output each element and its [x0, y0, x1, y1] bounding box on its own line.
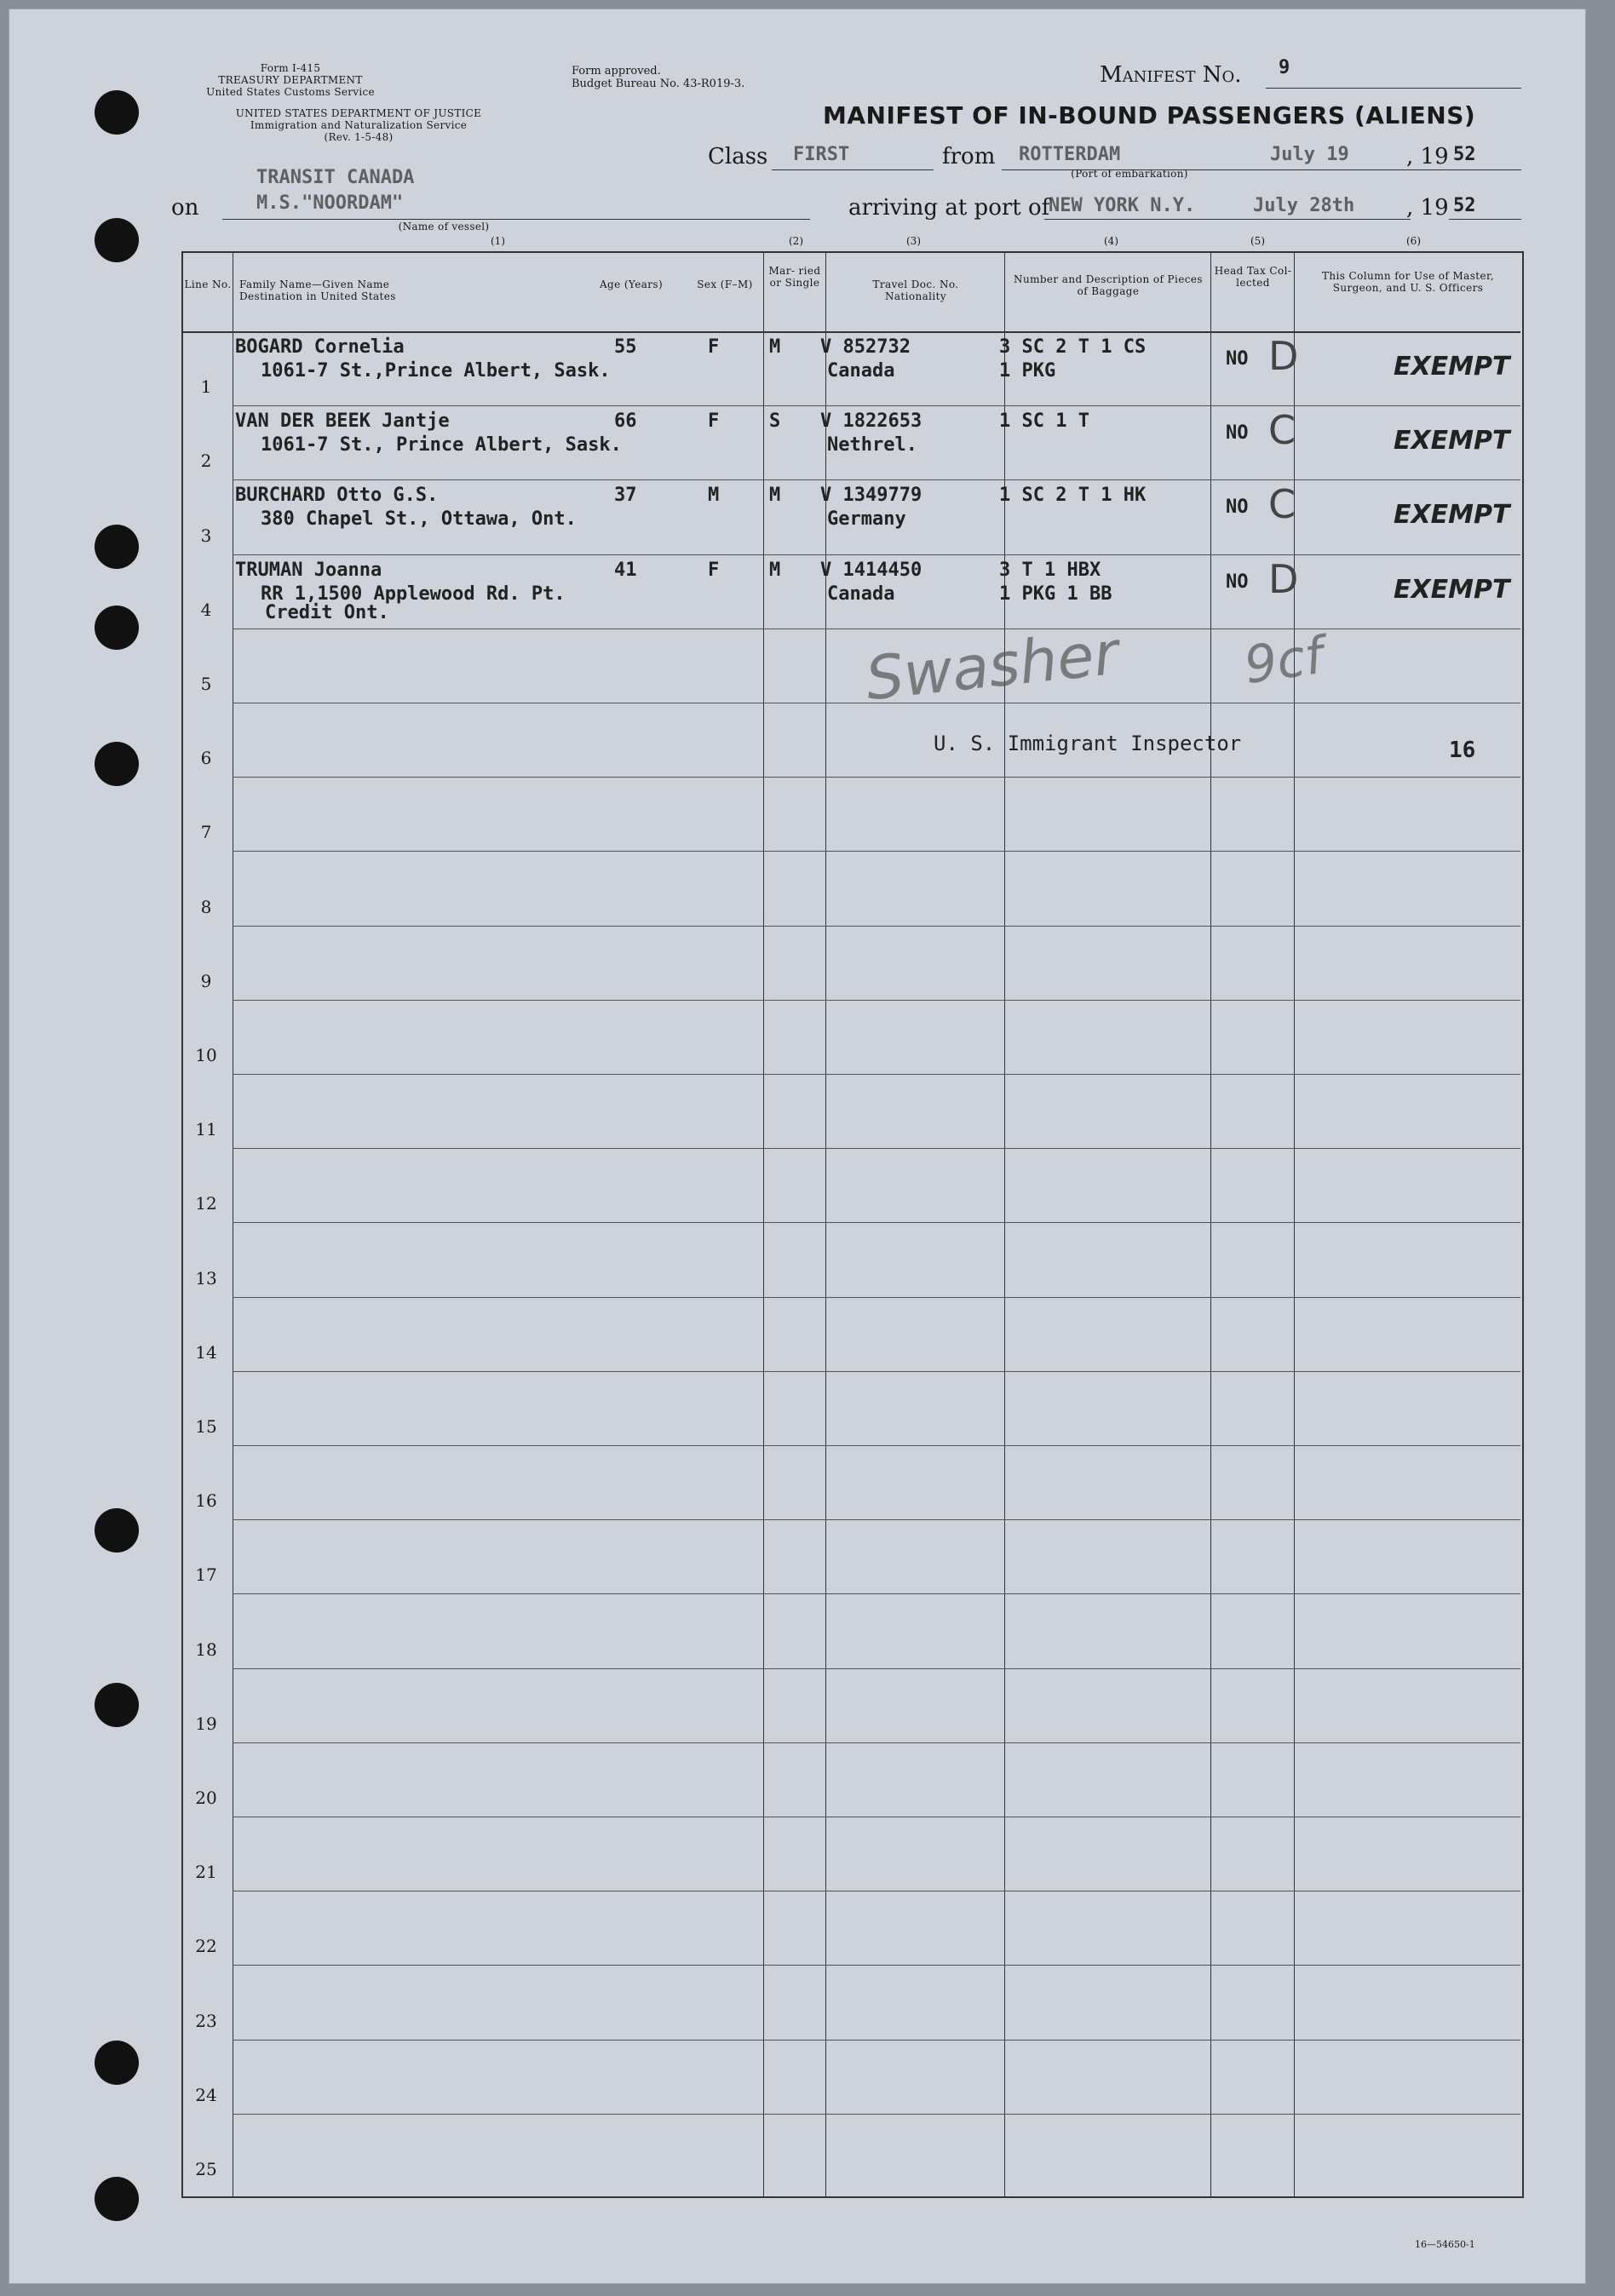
line-number: 21 — [195, 1862, 217, 1883]
passenger-travel-doc: V 1414450 — [820, 559, 922, 581]
row-divider — [233, 1371, 1520, 1372]
official-mark: C — [1268, 407, 1296, 454]
row-divider — [233, 1742, 1520, 1743]
line-number: 20 — [195, 1788, 217, 1808]
row-divider — [233, 1074, 1520, 1075]
line-number: 13 — [195, 1267, 217, 1289]
row-divider — [233, 1965, 1520, 1966]
year-value-2: 52 — [1453, 195, 1476, 216]
punch-hole — [95, 2041, 139, 2085]
from-value: ROTTERDAM — [1019, 144, 1121, 165]
inspector-signature: Swasher — [862, 617, 1122, 715]
class-label: Class — [708, 144, 768, 169]
passenger-marital: S — [769, 410, 781, 433]
hdr-sex: Sex (F–M) — [697, 278, 753, 290]
manifest-no-label: Manifest No. — [1100, 62, 1242, 88]
row-divider — [233, 1222, 1520, 1223]
justice-dept: UNITED STATES DEPARTMENT OF JUSTICE — [235, 107, 482, 119]
line-number: 3 — [200, 525, 212, 546]
form-number-block — [163, 62, 418, 98]
on-label: on — [171, 195, 199, 221]
vessel-caption: (Name of vessel) — [398, 221, 490, 232]
row-divider — [233, 1445, 1520, 1446]
passenger-travel-doc: V 852732 — [820, 336, 911, 358]
passenger-address: 1061-7 St., Prince Albert, Sask. — [261, 434, 622, 456]
passenger-address-2: Credit Ont. — [265, 601, 389, 623]
head-tax-value: NO — [1226, 348, 1249, 370]
row-divider — [233, 851, 1520, 852]
justice-dept-block — [163, 107, 555, 143]
row-divider — [233, 926, 1520, 927]
hdr-line-no: Line No. — [184, 278, 232, 290]
line-number: 1 — [200, 376, 212, 398]
hdr-nationality: Nationality — [884, 290, 947, 302]
line-number: 9 — [200, 970, 212, 991]
passenger-age: 37 — [614, 485, 637, 507]
from-label: from — [942, 144, 996, 169]
hdr-married: Mar- ried or Single — [768, 265, 821, 289]
row-divider — [233, 777, 1520, 778]
passenger-sex: F — [708, 336, 720, 358]
vessel-name: M.S."NOORDAM" — [256, 192, 404, 214]
hdr-officers: This Column for Use of Master, Surgeon, and U. S. Officers — [1321, 270, 1495, 294]
line-number: 17 — [195, 1564, 217, 1586]
year-value-1: 52 — [1453, 144, 1476, 165]
passenger-address: 380 Chapel St., Ottawa, Ont. — [261, 508, 577, 531]
passenger-age: 66 — [614, 410, 637, 433]
line-number: 18 — [195, 1639, 217, 1660]
arriving-label: arriving at port of — [848, 195, 1050, 221]
passenger-baggage: 3 T 1 HBX — [999, 559, 1101, 581]
row-divider — [233, 2040, 1520, 2041]
passenger-sex: F — [708, 410, 720, 433]
col-num-6: (6) — [1406, 235, 1421, 247]
officer-stamp: EXEMPT — [1394, 352, 1510, 382]
hdr-destination: Destination in United States — [239, 290, 396, 302]
customs-service: United States Customs Service — [206, 86, 375, 98]
class-value: FIRST — [793, 144, 850, 165]
inspector-initials: 9cf — [1240, 625, 1327, 697]
passenger-name: VAN DER BEEK Jantje — [235, 410, 450, 433]
row-divider — [233, 2114, 1520, 2115]
line-number: 11 — [195, 1119, 217, 1140]
row-divider — [233, 1668, 1520, 1669]
transit-note: TRANSIT CANADA — [256, 167, 415, 188]
manifest-title: MANIFEST OF IN-BOUND PASSENGERS (ALIENS) — [823, 101, 1476, 129]
passenger-marital: M — [769, 559, 781, 581]
manifest-table — [181, 251, 1524, 2198]
passenger-travel-doc: V 1349779 — [820, 485, 922, 507]
manifest-no-value: 9 — [1279, 57, 1290, 78]
head-tax-value: NO — [1226, 497, 1249, 519]
hdr-baggage: Number and Description of Pieces of Baggage — [1014, 273, 1203, 297]
punch-hole — [95, 90, 139, 135]
row-divider — [233, 479, 1520, 480]
passenger-baggage-2: 1 PKG — [999, 360, 1056, 382]
passenger-nationality: Canada — [827, 360, 895, 382]
departure-date: July 19 — [1270, 144, 1349, 165]
budget-bureau: Budget Bureau No. 43-R019-3. — [572, 77, 745, 90]
row-divider — [233, 1297, 1520, 1298]
row-divider — [233, 554, 1520, 555]
passenger-travel-doc: V 1822653 — [820, 410, 922, 433]
passenger-name: BURCHARD Otto G.S. — [235, 485, 439, 507]
col-num-1: (1) — [491, 235, 505, 247]
form-approved: Form approved. — [572, 65, 661, 77]
line-number: 23 — [195, 2010, 217, 2031]
line-number: 19 — [195, 1713, 217, 1734]
revision: (Rev. 1-5-48) — [324, 131, 394, 143]
line-number: 25 — [195, 2159, 217, 2179]
hdr-travel-doc-no: Travel Doc. No. — [872, 278, 959, 290]
punch-hole — [95, 1508, 139, 1553]
col-num-4: (4) — [1104, 235, 1118, 247]
line-number: 6 — [200, 748, 212, 769]
manifest-sheet — [9, 9, 1586, 2284]
form-number: Form I-415 — [260, 62, 321, 74]
approval-block — [572, 65, 744, 90]
line-number: 2 — [200, 451, 212, 472]
embark-caption: (Port of embarkation) — [1071, 168, 1188, 180]
passenger-baggage: 1 SC 1 T — [999, 410, 1089, 433]
footer-code: 16—54650-1 — [1415, 2239, 1475, 2250]
row-divider — [233, 1593, 1520, 1594]
treasury-dept: TREASURY DEPARTMENT — [218, 74, 363, 86]
line-number: 7 — [200, 822, 212, 843]
punch-hole — [95, 218, 139, 262]
hdr-head-tax: Head Tax Col- lected — [1214, 265, 1292, 289]
officer-stamp: EXEMPT — [1394, 426, 1510, 456]
col-num-3: (3) — [906, 235, 921, 247]
passenger-count: 16 — [1449, 738, 1476, 763]
year-prefix-2: , 19 — [1406, 195, 1449, 221]
passenger-nationality: Nethrel. — [827, 434, 917, 456]
line-number: 4 — [200, 599, 212, 620]
officer-stamp: EXEMPT — [1394, 574, 1510, 605]
punch-hole — [95, 1683, 139, 1727]
passenger-age: 41 — [614, 559, 637, 581]
arrival-date: July 28th — [1253, 195, 1355, 216]
official-mark: C — [1268, 481, 1296, 528]
punch-hole — [95, 2177, 139, 2221]
row-divider — [233, 1000, 1520, 1001]
passenger-marital: M — [769, 336, 781, 358]
ins-service: Immigration and Naturalization Service — [250, 119, 468, 131]
line-number: 12 — [195, 1193, 217, 1214]
line-number: 16 — [195, 1490, 217, 1512]
hdr-family-name: Family Name—Given Name — [239, 278, 390, 290]
inspector-caption: U. S. Immigrant Inspector — [934, 732, 1242, 755]
hdr-name — [239, 278, 495, 302]
passenger-nationality: Germany — [827, 508, 906, 531]
row-divider — [233, 1519, 1520, 1520]
passenger-marital: M — [769, 485, 781, 507]
line-number: 5 — [200, 674, 212, 694]
col-num-2: (2) — [789, 235, 803, 247]
hdr-travel-doc — [829, 278, 1003, 302]
col-num-5: (5) — [1250, 235, 1265, 247]
head-tax-value: NO — [1226, 422, 1249, 445]
line-number: 14 — [195, 1341, 217, 1363]
year-prefix-1: , 19 — [1406, 144, 1449, 169]
line-number: 24 — [195, 2084, 217, 2105]
passenger-baggage-2: 1 PKG 1 BB — [999, 583, 1112, 605]
punch-hole — [95, 742, 139, 786]
line-number: 15 — [195, 1416, 217, 1437]
officer-stamp: EXEMPT — [1394, 500, 1510, 531]
passenger-age: 55 — [614, 336, 637, 358]
line-number: 8 — [200, 896, 212, 917]
punch-hole — [95, 525, 139, 569]
punch-hole — [95, 606, 139, 650]
row-divider — [233, 405, 1520, 406]
official-mark: D — [1268, 555, 1299, 602]
passenger-name: TRUMAN Joanna — [235, 559, 382, 581]
arrival-port: NEW YORK N.Y. — [1049, 195, 1196, 216]
head-tax-value: NO — [1226, 571, 1249, 593]
line-number: 22 — [195, 1936, 217, 1957]
line-number: 10 — [195, 1045, 217, 1065]
hdr-age: Age (Years) — [599, 278, 664, 290]
passenger-baggage: 3 SC 2 T 1 CS — [999, 336, 1147, 358]
passenger-baggage: 1 SC 2 T 1 HK — [999, 485, 1147, 507]
passenger-address: RR 1,1500 Applewood Rd. Pt. — [261, 583, 566, 605]
passenger-name: BOGARD Cornelia — [235, 336, 405, 358]
official-mark: D — [1268, 333, 1299, 379]
passenger-sex: F — [708, 559, 720, 581]
passenger-address: 1061-7 St.,Prince Albert, Sask. — [261, 360, 611, 382]
passenger-nationality: Canada — [827, 583, 895, 605]
passenger-sex: M — [708, 485, 720, 507]
row-divider — [233, 1148, 1520, 1149]
